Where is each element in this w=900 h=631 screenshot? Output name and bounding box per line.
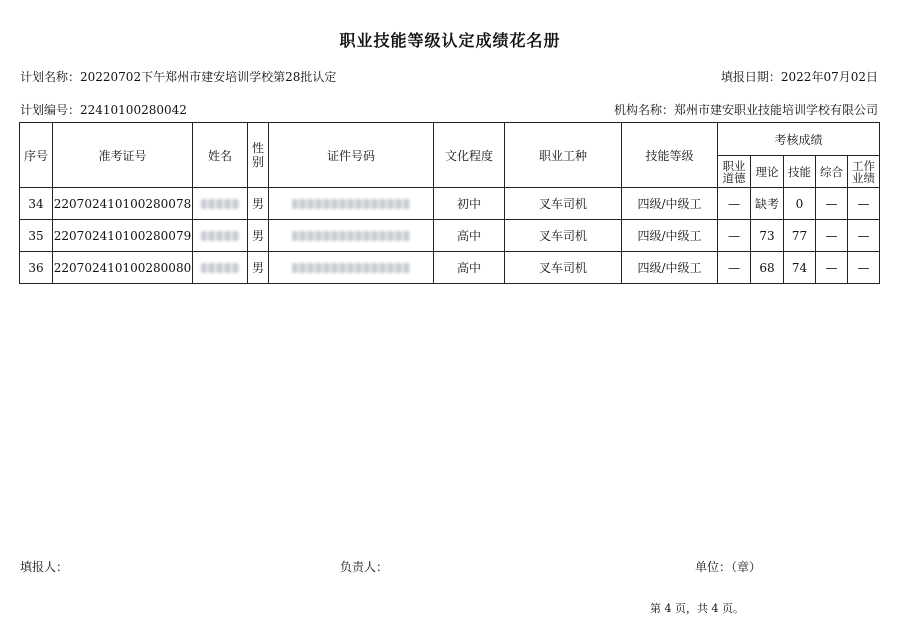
- header-seq: 序号: [20, 123, 53, 188]
- header-id-no: 证件号码: [269, 123, 434, 188]
- fill-date: 填报日期：2022年07月02日: [720, 70, 878, 84]
- cell-education: 高中: [434, 252, 505, 284]
- cell-performance: —: [848, 252, 880, 284]
- cell-theory: 73: [751, 220, 784, 252]
- cell-skill: 77: [784, 220, 816, 252]
- redacted-name: [201, 263, 239, 273]
- redacted-id: [292, 199, 410, 209]
- cell-exam-no: 220702410100280079: [53, 220, 193, 252]
- org-name: 机构名称：郑州市建安职业技能培训学校有限公司: [613, 103, 878, 117]
- cell-level: 四级/中级工: [622, 252, 718, 284]
- cell-name: [193, 252, 248, 284]
- cell-gender: 男: [248, 188, 269, 220]
- cell-gender: 男: [248, 220, 269, 252]
- table-row: [20, 220, 880, 252]
- redacted-name: [201, 199, 239, 209]
- cell-seq: 36: [20, 252, 53, 284]
- cell-comprehensive: —: [816, 188, 848, 220]
- header-occupation: 职业工种: [505, 123, 622, 188]
- cell-ethics: —: [718, 252, 751, 284]
- cell-name: [193, 220, 248, 252]
- cell-occupation: 叉车司机: [505, 220, 622, 252]
- cell-comprehensive: —: [816, 252, 848, 284]
- header-education: 文化程度: [434, 123, 505, 188]
- plan-number: 计划编号：22410100280042: [20, 103, 187, 117]
- cell-performance: —: [848, 188, 880, 220]
- cell-ethics: —: [718, 188, 751, 220]
- cell-education: 高中: [434, 220, 505, 252]
- cell-occupation: 叉车司机: [505, 188, 622, 220]
- cell-level: 四级/中级工: [622, 188, 718, 220]
- plan-name: 计划名称：20220702下午郑州市建安培训学校第28批认定: [20, 70, 337, 84]
- header-performance: 工作业绩: [848, 156, 880, 188]
- cell-gender: 男: [248, 252, 269, 284]
- redacted-id: [292, 231, 410, 241]
- table-row: [20, 252, 880, 284]
- cell-exam-no: 220702410100280078: [53, 188, 193, 220]
- filler-signature-label: 填报人：: [20, 560, 69, 574]
- cell-occupation: 叉车司机: [505, 252, 622, 284]
- cell-comprehensive: —: [816, 220, 848, 252]
- cell-level: 四级/中级工: [622, 220, 718, 252]
- page-number: 第 4 页，共 4 页。: [650, 602, 744, 615]
- cell-seq: 34: [20, 188, 53, 220]
- header-scores: 考核成绩: [718, 123, 880, 156]
- cell-performance: —: [848, 220, 880, 252]
- header-theory: 理论: [751, 156, 784, 188]
- header-level: 技能等级: [622, 123, 718, 188]
- table-row: [20, 188, 880, 220]
- document-title: 职业技能等级认定成绩花名册: [339, 31, 561, 50]
- header-name: 姓名: [193, 123, 248, 188]
- cell-ethics: —: [718, 220, 751, 252]
- cell-id-no: [269, 220, 434, 252]
- redacted-name: [201, 231, 239, 241]
- cell-id-no: [269, 252, 434, 284]
- header-gender: 性别: [248, 123, 269, 188]
- cell-name: [193, 188, 248, 220]
- cell-id-no: [269, 188, 434, 220]
- redacted-id: [292, 263, 410, 273]
- cell-exam-no: 220702410100280080: [53, 252, 193, 284]
- header-exam-no: 准考证号: [53, 123, 193, 188]
- cell-skill: 74: [784, 252, 816, 284]
- cell-seq: 35: [20, 220, 53, 252]
- unit-stamp-label: 单位：（章）: [695, 560, 762, 574]
- header-skill: 技能: [784, 156, 816, 188]
- cell-skill: 0: [784, 188, 816, 220]
- score-roster-table: [19, 122, 880, 284]
- cell-theory: 缺考: [751, 188, 784, 220]
- responsible-signature-label: 负责人：: [340, 560, 389, 574]
- header-comprehensive: 综合: [816, 156, 848, 188]
- header-ethics: 职业道德: [718, 156, 751, 188]
- cell-theory: 68: [751, 252, 784, 284]
- cell-education: 初中: [434, 188, 505, 220]
